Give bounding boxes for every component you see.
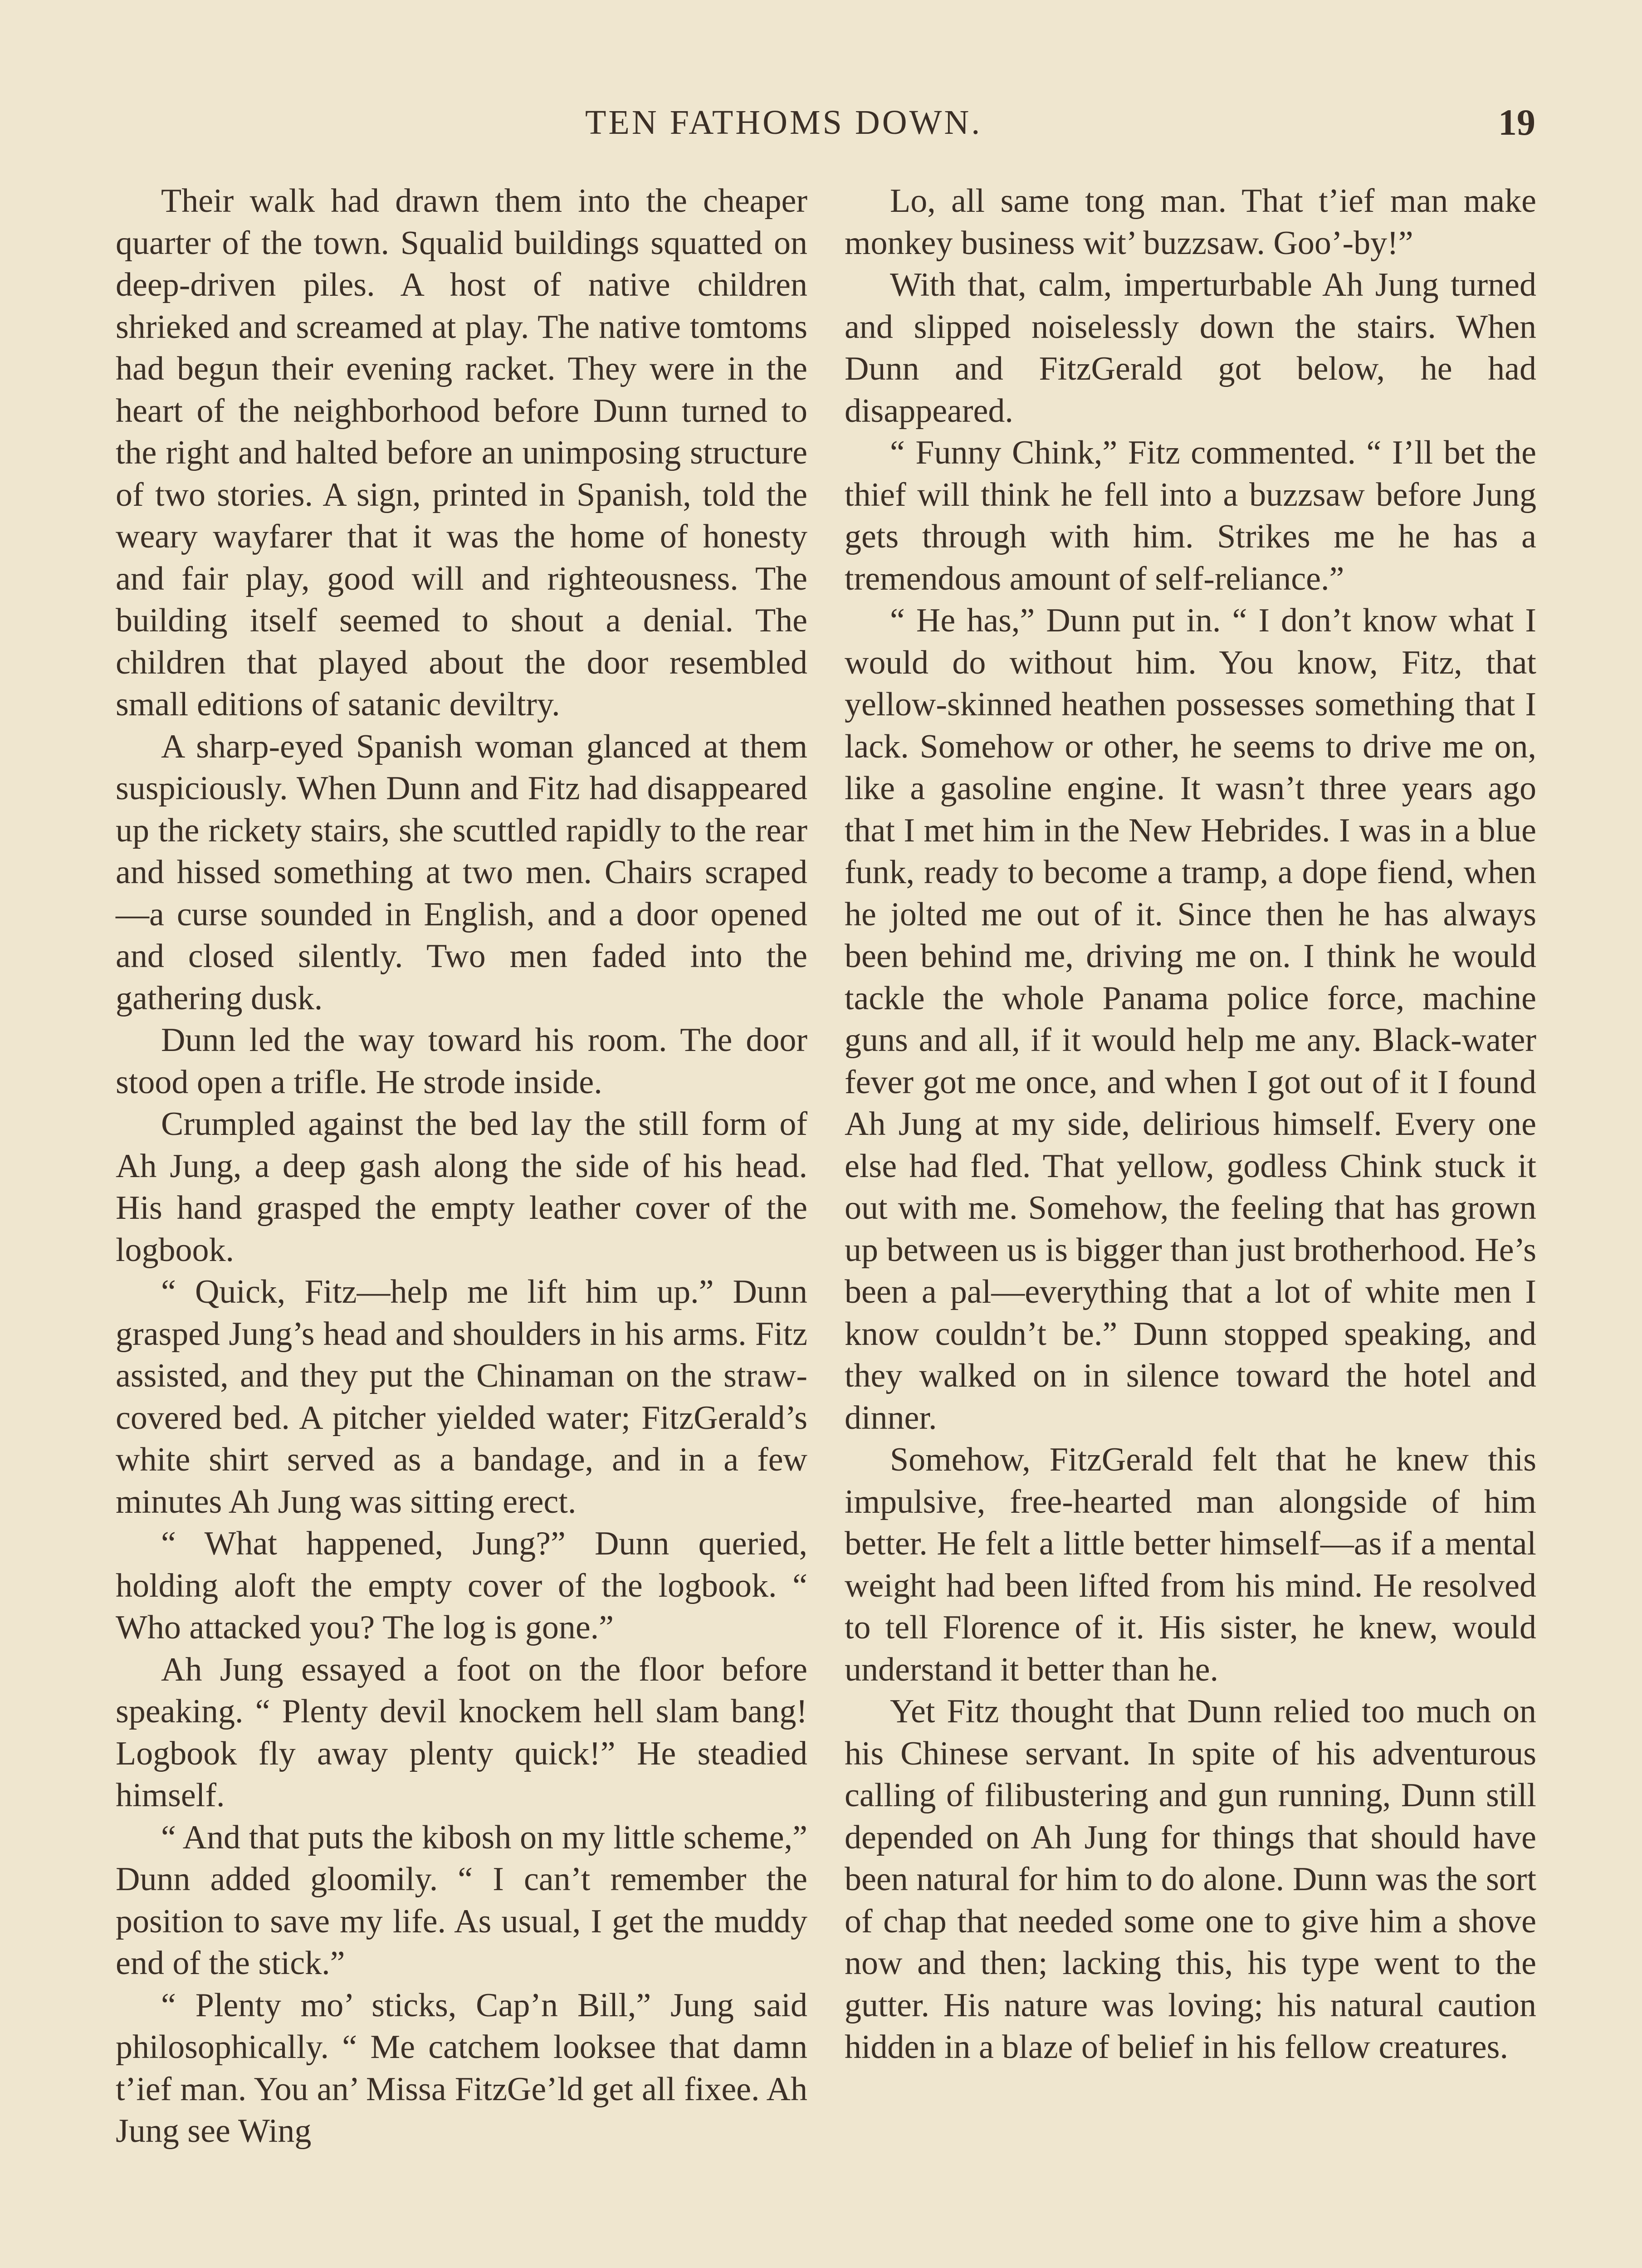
paragraph: “ What happened, Jung?” Dunn queried, holding aloft the empty cover of the logbook. “ Who attacked you? The log is gone.” (116, 1525, 807, 1646)
paragraph: Somehow, FitzGerald felt that he knew this impulsive, free-hearted man alongside of him better. He felt a little better himself—as if a mental weight had been lifted from his mind. He resolved to tell Florence of it. His sister, he knew, would understand it better than he. (845, 1441, 1536, 1688)
paragraph: Dunn led the way toward his room. The door stood open a trifle. He strode inside. (116, 1022, 807, 1101)
paragraph: Ah Jung essayed a foot on the floor before speaking. “ Plenty devil knockem hell slam bang! Logbook fly away plenty quick!” He steadied himself. (116, 1651, 807, 1814)
left-text-column (116, 180, 807, 2152)
paragraph: “ Plenty mo’ sticks, Cap’n Bill,” Jung said philosophically. “ Me catchem looksee that damn t’ief man. You an’ Missa FitzGe’ld get all fixee. Ah Jung see Wing (116, 1986, 807, 2150)
running-title: TEN FATHOMS DOWN. (585, 103, 982, 142)
paragraph: “ Quick, Fitz—help me lift him up.” Dunn grasped Jung’s head and shoulders in his arms. Fitz assisted, and they put the Chinaman on the straw-covered bed. A pitcher yielded water; FitzGerald’s white shirt served as a bandage, and in a few minutes Ah Jung was sitting erect. (116, 1273, 807, 1520)
paragraph: Yet Fitz thought that Dunn relied too much on his Chinese servant. In spite of his adventurous calling of filibustering and gun running, Dunn still depended on Ah Jung for things that should have been natural for him to do alone. Dunn was the sort of chap that needed some one to give him a shove now and then; lacking this, his type went to the gutter. His nature was loving; his natural caution hidden in a blaze of belief in his fellow creatures. (845, 1693, 1536, 2066)
paragraph: “ He has,” Dunn put in. “ I don’t know what I would do without him. You know, Fitz, that yellow-skinned heathen possesses something that I lack. Somehow or other, he seems to drive me on, like a gasoline engine. It wasn’t three years ago that I met him in the New Hebrides. I was in a blue funk, ready to become a tramp, a dope fiend, when he jolted me out of it. Since then he has always been behind me, driving me on. I think he would tackle the whole Panama police force, machine guns and all, if it would help me any. Black-water fever got me once, and when I got out of it I found Ah Jung at my side, delirious himself. Every one else had fled. That yellow, godless Chink stuck it out with me. Somehow, the feeling that has grown up between us is bigger than just brotherhood. He’s been a pal—everything that a lot of white men I know couldn’t be.” Dunn stopped speaking, and they walked on in silence toward the hotel and dinner. (845, 602, 1536, 1437)
paragraph: “ Funny Chink,” Fitz commented. “ I’ll bet the thief will think he fell into a buzzsaw before Jung gets through with him. Strikes me he has a tremendous amount of self-reliance.” (845, 434, 1536, 597)
paragraph: Lo, all same tong man. That t’ief man make monkey business wit’ buzzsaw. Goo’-by!” (845, 182, 1536, 262)
paragraph: With that, calm, imperturbable Ah Jung turned and slipped noiselessly down the stairs. When Dunn and FitzGerald got below, he had disappeared. (845, 266, 1536, 430)
paragraph: Crumpled against the bed lay the still form of Ah Jung, a deep gash along the side of his head. His hand grasped the empty leather cover of the logbook. (116, 1105, 807, 1269)
right-text-column (845, 180, 1536, 2068)
paragraph: Their walk had drawn them into the cheaper quarter of the town. Squalid buildings squatted on deep-driven piles. A host of native children shrieked and screamed at play. The native tomtoms had begun their evening racket. They were in the heart of the neighborhood before Dunn turned to the right and halted before an unimposing structure of two stories. A sign, printed in Spanish, told the weary wayfarer that it was the home of honesty and fair play, good will and righteousness. The building itself seemed to shout a denial. The children that played about the door resembled small editions of satanic deviltry. (116, 182, 807, 723)
page-header (0, 95, 1642, 150)
paragraph: “ And that puts the kibosh on my little scheme,” Dunn added gloomily. “ I can’t remember the position to save my life. As usual, I get the muddy end of the stick.” (116, 1818, 807, 1982)
page-number: 19 (1498, 102, 1535, 143)
paragraph: A sharp-eyed Spanish woman glanced at them suspiciously. When Dunn and Fitz had disappeared up the rickety stairs, she scuttled rapidly to the rear and hissed something at two men. Chairs scraped—a curse sounded in English, and a door opened and closed silently. Two men faded into the gathering dusk. (116, 728, 807, 1017)
